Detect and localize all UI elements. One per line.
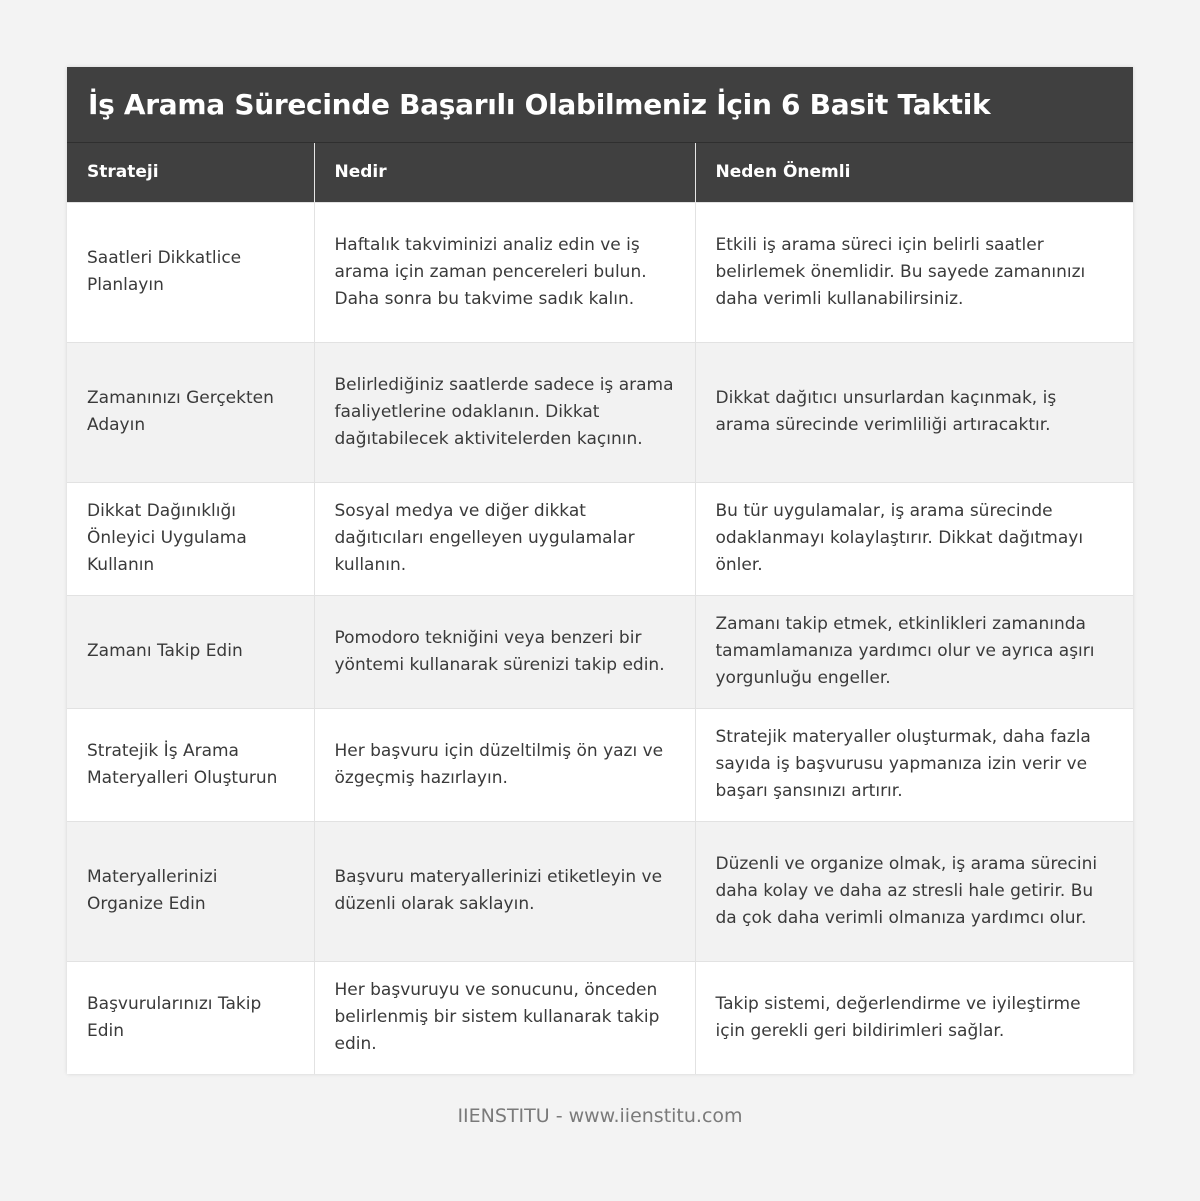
why-cell: Etkili iş arama süreci için belirli saatler belirlemek önemlidir. Bu sayede zamanınızı daha verimli kullanabilirsiniz. xyxy=(695,202,1133,342)
table-row xyxy=(67,595,1133,708)
strategy-cell: Zamanınızı Gerçekten Adayın xyxy=(67,342,314,482)
why-cell: Bu tür uygulamalar, iş arama sürecinde odaklanmayı kolaylaştırır. Dikkat dağıtmayı önler. xyxy=(695,482,1133,595)
what-cell: Başvuru materyallerinizi etiketleyin ve düzenli olarak saklayın. xyxy=(314,821,695,961)
why-cell: Düzenli ve organize olmak, iş arama sürecini daha kolay ve daha az stresli hale getirir. Bu da çok daha verimli olmanıza yardımcı olur. xyxy=(695,821,1133,961)
strategy-cell: Stratejik İş Arama Materyalleri Oluşturun xyxy=(67,708,314,821)
why-cell: Takip sistemi, değerlendirme ve iyileştirme için gerekli geri bildirimleri sağlar. xyxy=(695,961,1133,1074)
why-cell: Dikkat dağıtıcı unsurlardan kaçınmak, iş arama sürecinde verimliliği artıracaktır. xyxy=(695,342,1133,482)
title-bar xyxy=(67,67,1133,143)
column-header-why: Neden Önemli xyxy=(695,143,1133,202)
column-header-strategy: Strateji xyxy=(67,143,314,202)
table-row xyxy=(67,482,1133,595)
what-cell: Haftalık takviminizi analiz edin ve iş arama için zaman pencereleri bulun. Daha sonra bu takvime sadık kalın. xyxy=(314,202,695,342)
column-header-what: Nedir xyxy=(314,143,695,202)
why-cell: Zamanı takip etmek, etkinlikleri zamanında tamamlamanıza yardımcı olur ve ayrıca aşırı yorgunluğu engeller. xyxy=(695,595,1133,708)
table-row xyxy=(67,202,1133,342)
table-row xyxy=(67,708,1133,821)
what-cell: Sosyal medya ve diğer dikkat dağıtıcıları engelleyen uygulamalar kullanın. xyxy=(314,482,695,595)
what-cell: Her başvuruyu ve sonucunu, önceden belirlenmiş bir sistem kullanarak takip edin. xyxy=(314,961,695,1074)
table-row xyxy=(67,342,1133,482)
strategy-cell: Başvurularınızı Takip Edin xyxy=(67,961,314,1074)
tactics-table xyxy=(67,143,1133,1074)
footer-credit: IIENSTITU - www.iienstitu.com xyxy=(457,1105,743,1127)
tactics-card xyxy=(67,67,1133,1074)
strategy-cell: Dikkat Dağınıklığı Önleyici Uygulama Kullanın xyxy=(67,482,314,595)
what-cell: Belirlediğiniz saatlerde sadece iş arama faaliyetlerine odaklanın. Dikkat dağıtabilecek aktivitelerden kaçının. xyxy=(314,342,695,482)
what-cell: Her başvuru için düzeltilmiş ön yazı ve özgeçmiş hazırlayın. xyxy=(314,708,695,821)
what-cell: Pomodoro tekniğini veya benzeri bir yöntemi kullanarak sürenizi takip edin. xyxy=(314,595,695,708)
table-row xyxy=(67,961,1133,1074)
table-row xyxy=(67,821,1133,961)
strategy-cell: Zamanı Takip Edin xyxy=(67,595,314,708)
why-cell: Stratejik materyaller oluşturmak, daha fazla sayıda iş başvurusu yapmanıza izin verir ve başarı şansınızı artırır. xyxy=(695,708,1133,821)
strategy-cell: Saatleri Dikkatlice Planlayın xyxy=(67,202,314,342)
page-title: İş Arama Sürecinde Başarılı Olabilmeniz İçin 6 Basit Taktik xyxy=(88,88,991,121)
table-header-row xyxy=(67,143,1133,202)
strategy-cell: Materyallerinizi Organize Edin xyxy=(67,821,314,961)
